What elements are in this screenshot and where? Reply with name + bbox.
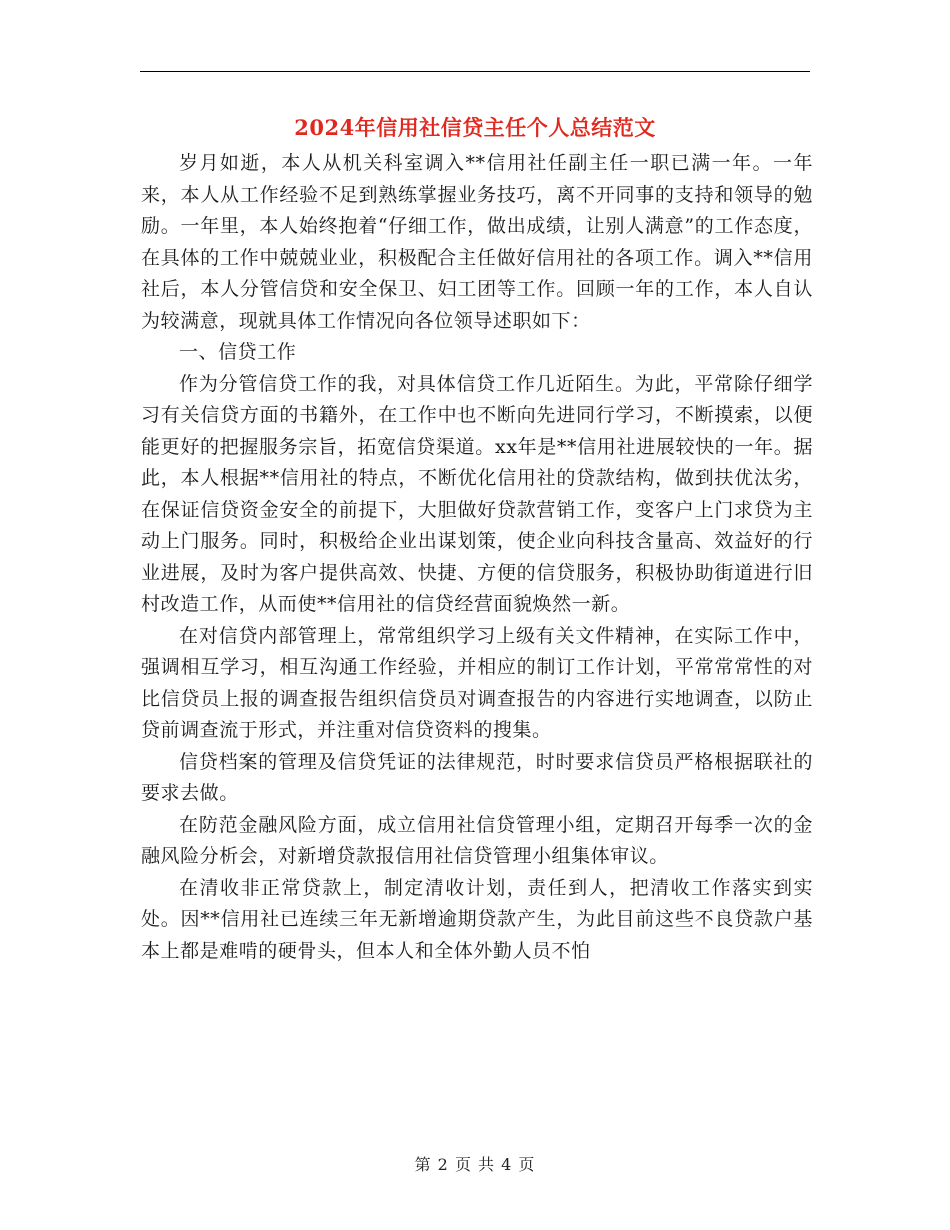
paragraph-credit-work: 作为分管信贷工作的我，对具体信贷工作几近陌生。为此，平常除仔细学习有关信贷方面的书籍外，在工作中也不断向先进同行学习，不断摸索，以便能更好的把握服务宗旨，拓宽信贷渠道。xx年是**信用社进展较快的一年。据此，本人根据**信用社的特点，不断优化信用社的贷款结构，做到扶优汰劣，在保证信贷资金安全的前提下，大胆做好贷款营销工作，变客户上门求贷为主动上门服务。同时，积极给企业出谋划策，使企业向科技含量高、效益好的行业进展，及时为客户提供高效、快捷、方便的信贷服务，积极协助街道进行旧村改造工作，从而使**信用社的信贷经营面貌焕然一新。 — [141, 372, 813, 615]
paragraph-loan-recovery: 在清收非正常贷款上，制定清收计划，责任到人，把清收工作落实到实处。因**信用社已连续三年无新增逾期贷款产生，为此目前这些不良贷款户基本上都是难啃的硬骨头，但本人和全体外勤人员不怕 — [141, 876, 813, 962]
paragraph-internal-management: 在对信贷内部管理上，常常组织学习上级有关文件精神，在实际工作中，强调相互学习，相互沟通工作经验，并相应的制订工作计划，平常常常性的对比信贷员上报的调查报告组织信贷员对调查报告的内容进行实地调查，以防止贷前调查流于形式，并注重对信贷资料的搜集。 — [141, 624, 813, 741]
page-number: 第 2 页 共 4 页 — [414, 1155, 536, 1174]
document-body — [141, 148, 813, 967]
paragraph-risk-prevention: 在防范金融风险方面，成立信用社信贷管理小组，定期召开每季一次的金融风险分析会，对新增贷款报信用社信贷管理小组集体审议。 — [141, 813, 813, 867]
section-heading-credit-work: 一、信贷工作 — [179, 341, 297, 363]
paragraph-archive-management: 信贷档案的管理及信贷凭证的法律规范，时时要求信贷员严格根据联社的要求去做。 — [141, 750, 813, 804]
header-rule — [140, 71, 810, 72]
paragraph-intro: 岁月如逝，本人从机关科室调入**信用社任副主任一职已满一年。一年来，本人从工作经验不足到熟练掌握业务技巧，离不开同事的支持和领导的勉励。一年里，本人始终抱着“仔细工作，做出成绩，让别人满意”的工作态度，在具体的工作中兢兢业业，积极配合主任做好信用社的各项工作。调入**信用社后，本人分管信贷和安全保卫、妇工团等工作。回顾一年的工作，本人自认为较满意，现就具体工作情况向各位领导述职如下： — [141, 152, 813, 332]
document-title: 2024年信用社信贷主任个人总结范文 — [294, 115, 656, 140]
